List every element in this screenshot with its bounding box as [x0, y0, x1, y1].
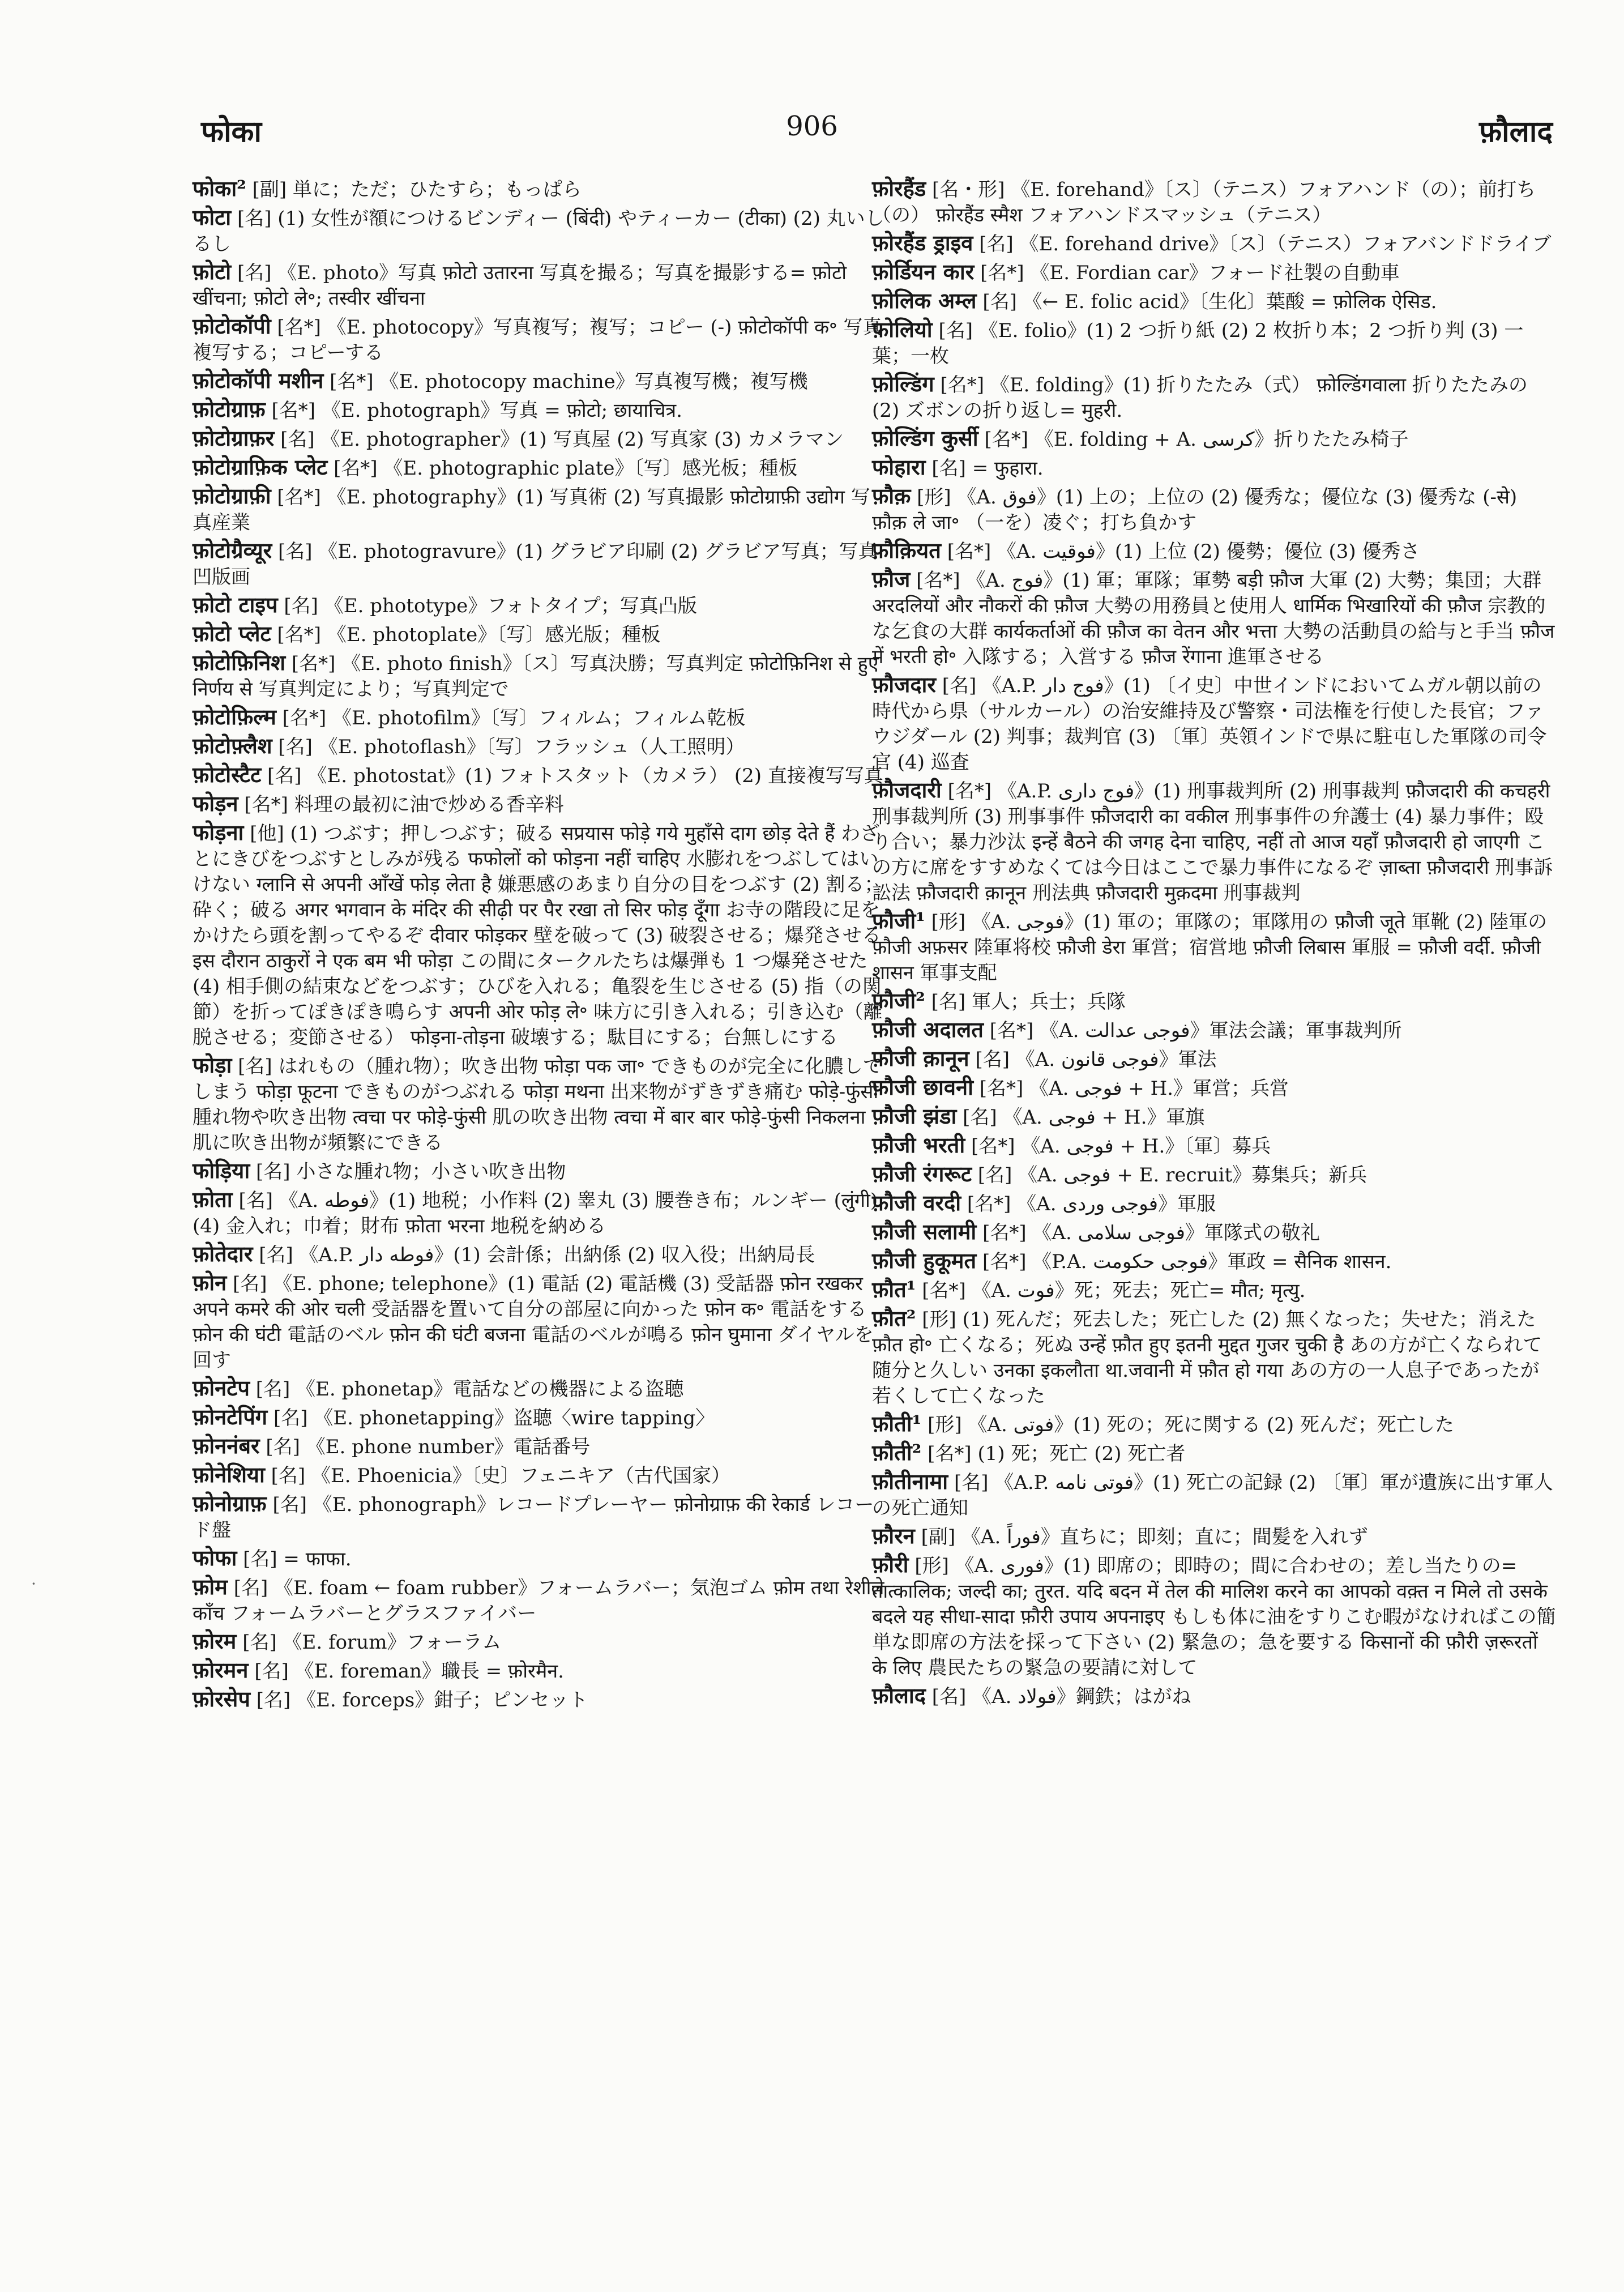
- entry-headword: फ़ोरमन: [193, 1657, 249, 1683]
- dictionary-entry: [872, 1219, 1557, 1246]
- entry-headword: फोड़ना: [193, 820, 244, 845]
- entry-headword: फोहारा: [872, 454, 926, 480]
- entry-definition: [名*] 《A.P. فوج داری》(1) 刑事裁判所 (2) 刑事裁判 फ़ौजदारी की कचहरी 刑事裁判所 (3) 刑事事件 फ़ौजदारी का वकील 刑事事件の弁護士 (4) 暴力事件；殴り合い；暴力沙汰 इन्हें बैठने की जगह देना चाहिए, नहीं तो आज यहाँ फ़ौजदारी हो जाएगी この方に席をすすめなくては今日はここで暴力事件になるぞ ज़ाब्ता फ़ौजदारी 刑事訴訟法 फ़ौजदारी क़ानून 刑法典 फ़ौजदारी मुक़दमा 刑事裁判: [872, 780, 1553, 904]
- entry-definition: [名] 《A. فوجی قانون》軍法: [975, 1048, 1217, 1071]
- entry-headword: फ़ोटो: [193, 259, 232, 284]
- entry-definition: [名] 《A.P. فوج دار》(1) 〔イ史〕中世インドにおいてムガル朝以前の時代から県（サルカール）の治安維持及び警察・司法権を行使した長官；ファウジダール (2) 判事；裁判官 (3) 〔軍〕英領インドで県に駐屯した軍隊の司令官 (4) 巡査: [872, 675, 1547, 774]
- dictionary-entry: [193, 1433, 889, 1460]
- entry-headword: फ़ोरहैंड: [872, 176, 926, 201]
- margin-mark: ·: [31, 1574, 36, 1593]
- entry-definition: [名*] 料理の最初に油で炒める香辛料: [244, 793, 564, 816]
- dictionary-entry: [193, 1052, 889, 1156]
- entry-headword: फ़ौजी रंगरूट: [872, 1161, 972, 1186]
- entry-definition: [名] 《E. photo》写真 फ़ोटो उतारना 写真を撮る；写真を撮影する= फ़ोटो खींचना; फ़ोटो ले॰; तस्वीर खींचना: [193, 262, 847, 310]
- entry-definition: [名] 《A. فوطه》(1) 地税；小作料 (2) 睾丸 (3) 腰巻き布；ルンギー (लुंगी) (4) 金入れ；巾着；財布 फ़ोता भरना 地税を納める: [193, 1189, 878, 1237]
- dictionary-entry: [193, 1158, 889, 1185]
- entry-headword: फ़ौत²: [872, 1305, 916, 1331]
- dictionary-entry: [872, 1683, 1557, 1710]
- entry-definition: [形] (1) 死んだ；死去した；死亡した (2) 無くなった；失せた；消えた फ़ौत हो॰ 亡くなる；死ぬ उन्हें फ़ौत हुए इतनी मुद्दत गुजर चुकी है あの方が亡くなられて随分と久しい उनका इकलौता था.जवानी में फ़ौत हो गया あの方の一人息子であったが若くして亡くなった: [872, 1308, 1542, 1407]
- dictionary-entry: [193, 1657, 889, 1684]
- dictionary-entry: [193, 1186, 889, 1239]
- entry-headword: फोड़ा: [193, 1052, 232, 1078]
- entry-headword: फ़ौजी²: [872, 988, 925, 1013]
- entry-definition: [名] 《E. photoflash》〔写〕フラッシュ（人工照明）: [278, 736, 745, 758]
- entry-headword: फ़ोरसेप: [193, 1686, 250, 1711]
- entry-headword: फ़ोटोफ़्लैश: [193, 733, 272, 758]
- entry-definition: [名*] 《A. فوج》(1) 軍；軍隊；軍勢 बड़ी फ़ौज 大軍 (2) 大勢；集団；大群 अरदलियों और नौकरों की फ़ौज 大勢の用務員と使用人 धार्मिक भिखारियों की फ़ौज 宗教的な乞食の大群 कार्यकर्ताओं की फ़ौज का वेतन और भत्ता 大勢の活動員の給与と手当 फ़ौज में भरती हो॰ 入隊する；入営する फ़ौज रेंगाना 進軍させる: [872, 569, 1555, 668]
- dictionary-entry: [872, 176, 1557, 228]
- entry-headword: फ़ौज: [872, 566, 911, 592]
- dictionary-entry: [872, 1305, 1557, 1409]
- dictionary-entry: [872, 1248, 1557, 1275]
- dictionary-entry: [193, 454, 889, 481]
- dictionary-entry: [872, 317, 1557, 369]
- entry-headword: फ़ोलिक अम्ल: [872, 288, 977, 313]
- entry-definition: [名*] 《E. photofilm》〔写〕フィルム；フィルム乾板: [282, 707, 746, 729]
- entry-definition: [形] 《A. فوتی》(1) 死の；死に関する (2) 死んだ；死亡した: [928, 1414, 1455, 1436]
- entry-definition: [形] 《A. فوری》(1) 即席の；即時の；間に合わせの；差し当たりの= तात्कालिक; जल्दी का; तुरत. यदि बदन में तेल की मालिश करने का आपको वक़्त न मिले तो उसके बदले यह सीधा-सादा फ़ौरी उपाय अपनाइए もしも体に油をすりこむ暇がなければこの簡単な即席の方法を採って下さい (2) 緊急の；急を要する किसानों की फ़ौरी ज़रूरतों के लिए 農民たちの緊急の要請に対して: [872, 1555, 1556, 1679]
- dictionary-entry: [872, 259, 1557, 286]
- entry-definition: [名*] 《E. photo finish》〔ス〕写真決勝；写真判定 फ़ोटोफ़िनिश से हुए निर्णय से 写真判定により；写真判定で: [193, 652, 879, 701]
- entry-definition: [名] 小さな腫れ物；小さい吹き出物: [256, 1160, 566, 1183]
- entry-definition: [名*] 《E. photocopy machine》写真複写機；複写機: [330, 370, 808, 393]
- entry-definition: [名*] 《A. فوقیت》(1) 上位 (2) 優勢；優位 (3) 優秀さ: [947, 540, 1420, 563]
- entry-definition: [名] はれもの（腫れ物）；吹き出物 फोड़ा पक जा॰ できものが完全に化膿してしまう फोड़ा फूटना できものがつぶれる फोड़ा मथना 出来物がずきずき痛む फोड़े-फुंसी 腫れ物や吹き出物 त्वचा पर फोड़े-फुंसी 肌の吹き出物 त्वचा में बार बार फोड़े-फुंसी निकलना 肌に吹き出物が頻繁にできる: [193, 1055, 882, 1154]
- entry-definition: [名*] 《E. photography》(1) 写真術 (2) 写真撮影 फ़ोटोग्राफ़ी उद्योग 写真産業: [193, 486, 870, 534]
- dictionary-entry: [193, 1375, 889, 1402]
- entry-definition: [名*] 《A. فوجی سلامی》軍隊式の敬礼: [982, 1222, 1320, 1244]
- entry-headword: फ़ौजी भरती: [872, 1132, 965, 1158]
- dictionary-entry: [193, 592, 889, 619]
- dictionary-entry: [872, 988, 1557, 1015]
- dictionary-entry: [872, 1074, 1557, 1102]
- entry-definition: [名] 《E. foreman》職長 = फ़ोरमैन.: [254, 1660, 564, 1683]
- entry-headword: फ़ोन: [193, 1270, 227, 1295]
- dictionary-entry: [193, 1462, 889, 1489]
- entry-headword: फ़ोटो टाइप: [193, 592, 278, 617]
- entry-definition: [名*] 《A. فوجی + H.》〔軍〕募兵: [971, 1135, 1271, 1158]
- entry-headword: फ़ौजी झंडा: [872, 1103, 957, 1129]
- right-guide-word: फ़ौलाद: [1479, 114, 1553, 149]
- entry-headword: फ़ोनोग्राफ़: [193, 1491, 267, 1516]
- entry-definition: [名] 《A. فوجی + H.》軍旗: [963, 1106, 1205, 1129]
- dictionary-entry: [193, 621, 889, 648]
- entry-definition: [他] (1) つぶす；押しつぶす；破る सप्रयास फोड़े गये मुहाँसे दाग छोड़ देते हैं わざとにきびをつぶすとしみが残る फफोलों को फोड़ना नहीं चाहिए 水膨れをつぶしてはいけない ग्लानि से अपनी आँखें फोड़ लेता है 嫌悪感のあまり自分の目をつぶす (2) 割る；砕く；破る अगर भगवान के मंदिर की सीढ़ी पर पैर रखा तो सिर फोड़ दूँगा お寺の階段に足をかけたら頭を割ってやるぞ दीवार फोड़कर 壁を破って (3) 破裂させる；爆発させる इस दौरान ठाकुरों ने एक बम भी फोड़ा この間にタークルたちは爆弾も 1 つ爆発させた (4) 相手側の結束などをつぶす；ひびを入れる；亀裂を生じさせる (5) 指（の関節）を折ってぽきぽき鳴らす अपनी ओर फोड़ ले॰ 味方に引き入れる；引き込む（離脱させる；変節させる） फोड़ना-तोड़ना 破壊する；駄目にする；台無しにする: [193, 822, 884, 1049]
- entry-headword: फोफा: [193, 1545, 237, 1570]
- dictionary-entry: [872, 425, 1557, 453]
- dictionary-entry: [193, 1241, 889, 1268]
- running-header: [0, 110, 1624, 161]
- entry-headword: फ़ोननंबर: [193, 1433, 260, 1458]
- entry-definition: [副] 単に；ただ；ひたすら；もっぱら: [252, 178, 582, 201]
- entry-headword: फ़ौजी छावनी: [872, 1074, 973, 1100]
- entry-headword: फ़ोम: [193, 1574, 228, 1599]
- entry-definition: [名] 《← E. folic acid》〔生化〕葉酸 = फ़ोलिक ऐसिड.: [982, 291, 1437, 313]
- dictionary-entry: [872, 1440, 1557, 1467]
- left-guide-word: फोका: [201, 114, 262, 149]
- dictionary-entry: [193, 1491, 889, 1543]
- dictionary-entry: [872, 1523, 1557, 1550]
- entry-headword: फ़ौरन: [872, 1523, 915, 1548]
- dictionary-entry: [872, 1190, 1557, 1217]
- dictionary-entry: [872, 230, 1557, 257]
- entry-definition: [名*] 《E. folding + A. کرسی》折りたたみ椅子: [984, 428, 1409, 451]
- right-column: [872, 176, 1557, 1711]
- entry-definition: [名*] 《P.A. فوجی حکومت》軍政 = सैनिक शासन.: [982, 1250, 1392, 1273]
- entry-headword: फ़ोटोग्राफ़िक प्लेट: [193, 454, 328, 480]
- entry-definition: [名] 《E. phonetap》電話などの機器による盗聴: [255, 1378, 684, 1401]
- entry-headword: फ़ौती²: [872, 1440, 922, 1465]
- dictionary-entry: [193, 1574, 889, 1627]
- dictionary-entry: [872, 566, 1557, 670]
- entry-definition: [名] 《E. photogravure》(1) グラビア印刷 (2) グラビア写真；写真凹版画: [193, 540, 878, 588]
- entry-definition: [名*] 《A. فوت》死；死去；死亡= मौत; मृत्यु.: [922, 1279, 1306, 1302]
- entry-headword: फ़ोटोकॉपी मशीन: [193, 368, 324, 393]
- dictionary-entry: [872, 1103, 1557, 1130]
- dictionary-entry: [193, 483, 889, 536]
- entry-headword: फोड़िया: [193, 1158, 250, 1183]
- entry-definition: [副] 《A. فوراً》直ちに；即刻；直に；間髪を入れず: [921, 1526, 1368, 1548]
- entry-headword: फ़ोल्डिंग कुर्सी: [872, 425, 978, 451]
- dictionary-entry: [193, 791, 889, 818]
- dictionary-entry: [872, 288, 1557, 315]
- entry-definition: [名*] 《A. فوجی وردی》軍服: [967, 1193, 1216, 1215]
- entry-headword: फोका²: [193, 176, 246, 201]
- entry-definition: [名・形] 《E. forehand》〔ス〕（テニス）フォアハンド（の）；前打ち（の） फ़ोरहैंड स्मैश フォアハンドスマッシュ（テニス）: [872, 178, 1536, 227]
- entry-headword: फ़ोटोग्राफ़ी: [193, 483, 271, 509]
- entry-definition: [名*] 《E. photocopy》写真複写；複写；コピー (-) फ़ोटोकॉपी क॰ 写真複写する；コピーする: [193, 316, 882, 364]
- entry-definition: [名] 《E. photographer》(1) 写真屋 (2) 写真家 (3) カメラマン: [280, 428, 844, 451]
- dictionary-entry: [872, 908, 1557, 986]
- entry-definition: [形] 《A. فوجی》(1) 軍の；軍隊の；軍隊用の फ़ौजी जूते 軍靴 (2) 陸軍の फ़ौजी अफ़सर 陸軍将校 फ़ौजी डेरा 軍営；宿営地 फ़ौजी लिबास 軍服 = फ़ौजी वर्दी. फ़ौजी शासन 軍事支配: [872, 911, 1548, 984]
- entry-headword: फ़ौत¹: [872, 1277, 916, 1302]
- entry-headword: फ़ोटोग्राफ़: [193, 396, 266, 422]
- dictionary-entry: [872, 483, 1557, 536]
- entry-headword: फ़ोटोफ़िल्म: [193, 704, 276, 729]
- page-number: 906: [786, 110, 838, 142]
- entry-definition: [名] 《E. phonetapping》盗聴〈wire tapping〉: [273, 1407, 715, 1429]
- entry-headword: फ़ोटोस्टैट: [193, 762, 262, 787]
- entry-definition: [名*] 《A. فوجی عدالت》軍法会議；軍事裁判所: [989, 1019, 1402, 1042]
- entry-definition: [名] 《A.P. فوطه دار》(1) 会計係；出納係 (2) 収入役；出納局長: [259, 1244, 815, 1266]
- entry-definition: [名*] 《E. photograph》写真 = फ़ोटो; छायाचित्र.: [271, 399, 682, 422]
- left-column: [193, 176, 889, 1715]
- dictionary-entry: [193, 650, 889, 702]
- entry-headword: फ़ौतीनामा: [872, 1469, 948, 1494]
- dictionary-entry: [193, 396, 889, 424]
- dictionary-entry: [872, 454, 1557, 481]
- entry-definition: [名] 《E. Phoenicia》〔史〕フェニキア（古代国家）: [271, 1465, 731, 1487]
- entry-definition: [名*] 《E. photographic plate》〔写〕感光板；種板: [334, 457, 798, 480]
- dictionary-entry: [872, 672, 1557, 775]
- entry-definition: [名] 《E. forehand drive》〔ス〕（テニス）フォアバンドドライブ: [979, 233, 1552, 255]
- entry-definition: [名] 軍人；兵士；兵隊: [931, 991, 1126, 1013]
- dictionary-entry: [872, 371, 1557, 424]
- entry-headword: फ़ोर्डियन कार: [872, 259, 975, 284]
- entry-headword: फोड़न: [193, 791, 238, 816]
- dictionary-entry: [872, 1045, 1557, 1073]
- dictionary-entry: [872, 1469, 1557, 1521]
- entry-definition: [名] 《E. forceps》鉗子；ピンセット: [256, 1689, 588, 1711]
- entry-definition: [名] 《A. فولاد》鋼鉄；はがね: [931, 1685, 1191, 1708]
- entry-definition: [名*] 《A. فوجی + H.》軍営；兵営: [979, 1077, 1289, 1100]
- entry-definition: [名] 《E. phone; telephone》(1) 電話 (2) 電話機 (3) 受話器 फ़ोन रखकर अपने कमरे की ओर चली 受話器を置いて自分の部屋に向かった फ़ोन क॰ 電話をする फ़ोन की घंटी 電話のベル फ़ोन की घंटी बजना 電話のベルが鳴る फ़ोन घुमाना ダイヤルを回す: [193, 1273, 874, 1372]
- dictionary-entry: [193, 820, 889, 1051]
- entry-headword: फ़ौजी वरदी: [872, 1190, 961, 1215]
- dictionary-entry: [193, 1628, 889, 1655]
- dictionary-entry: [193, 1270, 889, 1373]
- entry-headword: फ़ोरम: [193, 1628, 237, 1654]
- entry-definition: [名*] 《E. photoplate》〔写〕感光版；種板: [277, 624, 661, 646]
- dictionary-entry: [193, 1686, 889, 1713]
- entry-headword: फ़ौरी: [872, 1552, 909, 1577]
- entry-definition: [名] = फाफा.: [243, 1548, 352, 1570]
- dictionary-entry: [193, 537, 889, 590]
- entry-headword: फ़ोलियो: [872, 317, 933, 342]
- entry-headword: फ़ौक़: [872, 483, 911, 509]
- dictionary-entry: [193, 1404, 889, 1431]
- entry-headword: फोटा: [193, 204, 232, 230]
- entry-definition: [名*] 《E. folding》(1) 折りたたみ（式） फ़ोल्डिंगवाला 折りたたみの (2) ズボンの折り返し= मुहरी.: [872, 374, 1528, 422]
- entry-definition: [名] 《A. فوجی + E. recruit》募集兵；新兵: [977, 1164, 1367, 1186]
- entry-headword: फ़ौजी सलामी: [872, 1219, 977, 1244]
- entry-definition: [名] 《E. phototype》フォトタイプ；写真凸版: [284, 595, 697, 617]
- dictionary-entry: [872, 777, 1557, 906]
- dictionary-entry: [193, 368, 889, 395]
- entry-definition: [名] 《E. foam ← foam rubber》フォームラバー；気泡ゴム फ़ोम तथा रेशीले काँच フォームラバーとグラスファイバー: [193, 1577, 884, 1625]
- entry-headword: फ़ौजी¹: [872, 908, 925, 933]
- dictionary-entry: [872, 1277, 1557, 1304]
- entry-definition: [名*] (1) 死；死亡 (2) 死亡者: [928, 1442, 1186, 1465]
- entry-definition: [形] 《A. فوق》(1) 上の；上位の (2) 優秀な；優位な (3) 優秀な (-से) फ़ौक़ ले जा॰ （一を）凌ぐ；打ち負かす: [872, 486, 1518, 534]
- dictionary-entry: [872, 1017, 1557, 1044]
- entry-headword: फ़ोटोग्रैव्यूर: [193, 537, 272, 563]
- dictionary-entry: [872, 1161, 1557, 1188]
- dictionary-entry: [193, 704, 889, 731]
- entry-definition: [名*] 《E. Fordian car》フォード社製の自動車: [980, 262, 1400, 284]
- entry-headword: फ़ोटोकॉपी: [193, 313, 271, 339]
- entry-headword: फ़ौजी अदालत: [872, 1017, 984, 1042]
- entry-headword: फ़ौती¹: [872, 1411, 922, 1436]
- entry-headword: फ़ौजी हुकूमत: [872, 1248, 977, 1273]
- dictionary-entry: [872, 1411, 1557, 1438]
- entry-headword: फ़ोटो प्लेट: [193, 621, 271, 646]
- dictionary-entry: [193, 1545, 889, 1572]
- dictionary-entry: [193, 313, 889, 366]
- entry-definition: [名] 《E. phone number》電話番号: [266, 1436, 591, 1458]
- entry-headword: फ़ौजदारी: [872, 777, 942, 803]
- dictionary-entry: [193, 204, 889, 257]
- entry-definition: [名] 《E. phonograph》レコードプレーヤー फ़ोनोग्राफ़ की रेकार्ड レコード盤: [193, 1493, 874, 1542]
- dictionary-entry: [872, 1552, 1557, 1681]
- entry-headword: फ़ोटोफ़िनिश: [193, 650, 286, 675]
- entry-headword: फ़ौलाद: [872, 1683, 926, 1708]
- dictionary-entry: [193, 259, 889, 311]
- entry-headword: फ़ोतेदार: [193, 1241, 253, 1266]
- dictionary-entry: [193, 176, 889, 203]
- dictionary-entry: [872, 1132, 1557, 1159]
- entry-definition: [名] 《E. forum》フォーラム: [242, 1631, 502, 1654]
- entry-definition: [名] 《E. folio》(1) 2 つ折り紙 (2) 2 枚折り本；2 つ折り判 (3) 一葉；一枚: [872, 319, 1524, 368]
- dictionary-entry: [872, 537, 1557, 565]
- dictionary-entry: [193, 733, 889, 760]
- dictionary-entry: [193, 425, 889, 453]
- entry-headword: फ़ोल्डिंग: [872, 371, 934, 396]
- entry-headword: फ़ोनटेप: [193, 1375, 250, 1401]
- entry-headword: फ़ोटोग्राफ़र: [193, 425, 275, 451]
- entry-definition: [名] (1) 女性が額につけるビンディー (बिंदी) やティーカー (टीका) (2) 丸いしるし: [193, 207, 884, 255]
- entry-definition: [名] 《E. photostat》(1) フォトスタット（カメラ） (2) 直接複写写真: [267, 765, 883, 787]
- entry-headword: फ़ौजदार: [872, 672, 936, 697]
- entry-headword: फ़ोनटेपिंग: [193, 1404, 268, 1429]
- entry-definition: [名] = फुहारा.: [931, 457, 1044, 480]
- dictionary-entry: [193, 762, 889, 789]
- entry-headword: फ़ोता: [193, 1186, 233, 1212]
- entry-headword: फ़ौजी क़ानून: [872, 1045, 969, 1071]
- entry-headword: फ़ोनेशिया: [193, 1462, 265, 1487]
- entry-headword: फ़ोरहैंड ड्राइव: [872, 230, 973, 255]
- entry-definition: [名] 《A.P. فوتی نامه》(1) 死亡の記録 (2) 〔軍〕軍が遺族に出す軍人の死亡通知: [872, 1471, 1553, 1520]
- entry-headword: फ़ौक़ियत: [872, 537, 941, 563]
